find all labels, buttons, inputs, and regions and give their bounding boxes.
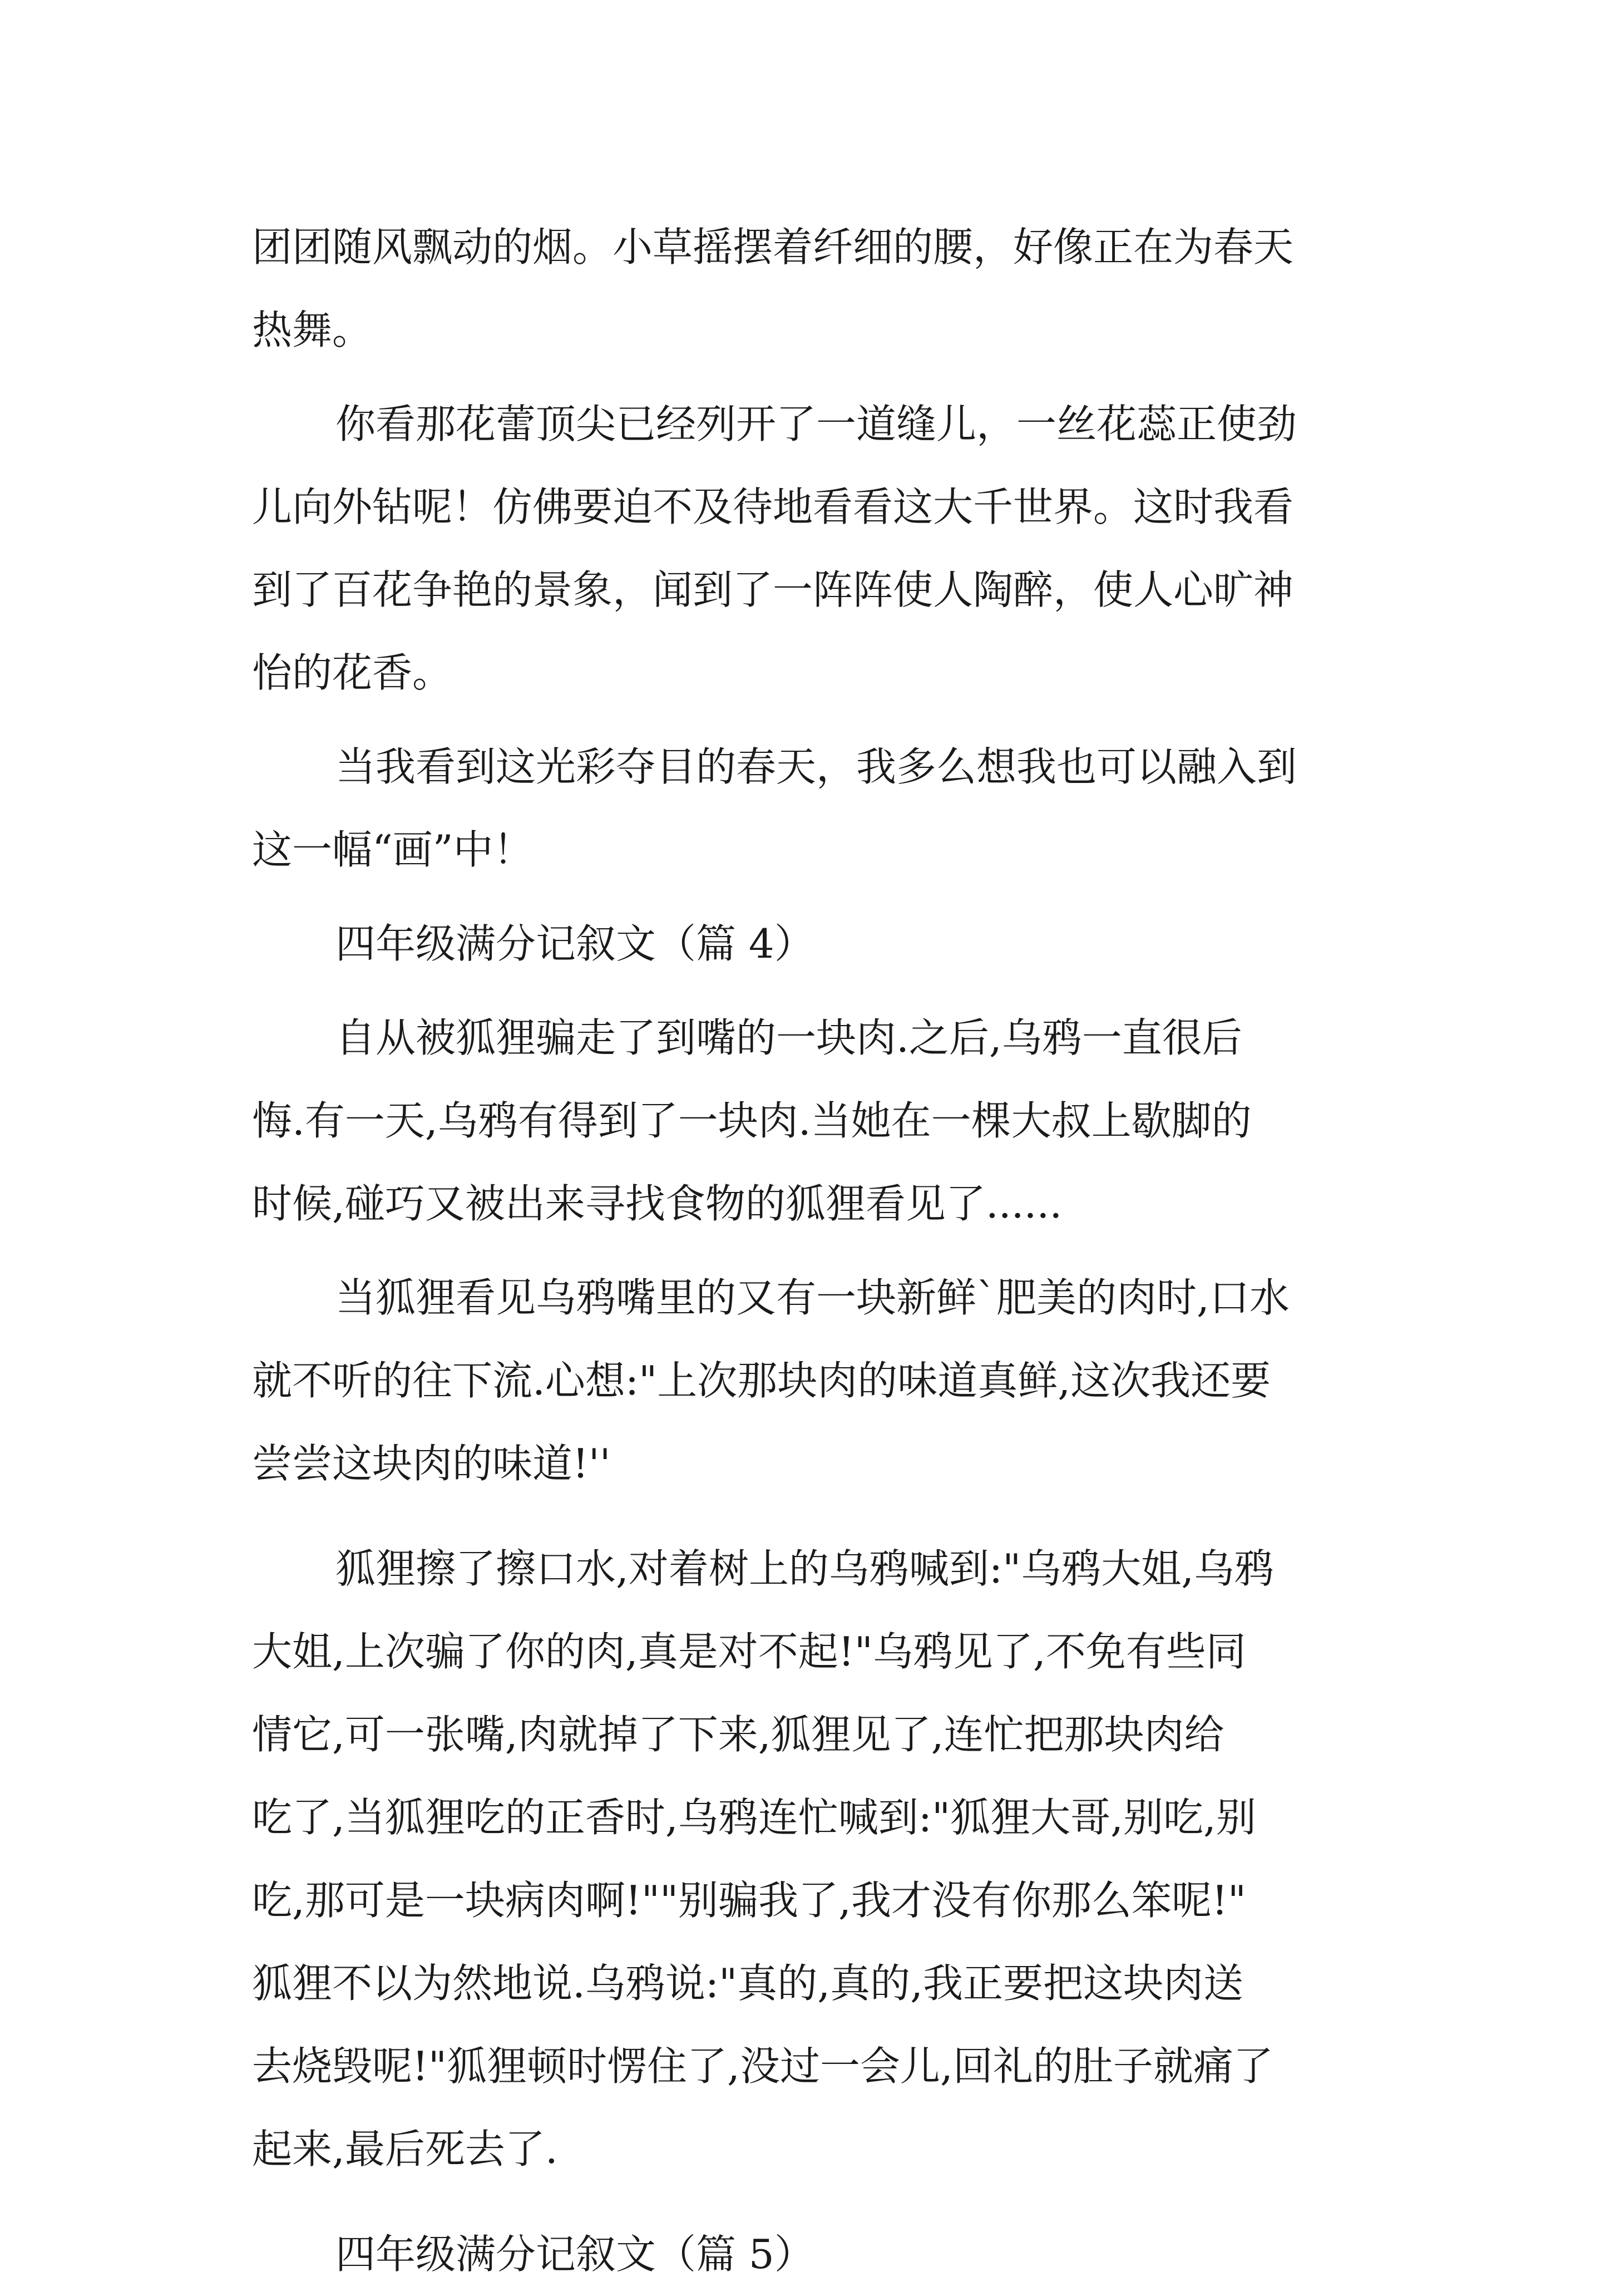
text-line: 儿向外钻呢！仿佛要迫不及待地看看这大千世界。这时我看: [252, 484, 1294, 530]
text-line: 四年级满分记叙文（篇 5）: [335, 2231, 814, 2278]
text-line: 大姐,上次骗了你的肉,真是对不起!"乌鸦见了,不免有些同: [252, 1628, 1246, 1675]
text-line: 尝尝这块肉的味道!'': [252, 1440, 611, 1487]
text-line: 吃了,当狐狸吃的正香时,乌鸦连忙喊到:"狐狸大哥,别吃,别: [252, 1794, 1256, 1841]
paragraph-spacer: [252, 2191, 1381, 2213]
paragraph-spacer: [252, 986, 1381, 997]
paragraph-spacer: [252, 1245, 1381, 1257]
text-line: 吃,那可是一块病肉啊!""别骗我了,我才没有你那么笨呢!": [252, 1877, 1246, 1924]
text-line: 狐狸不以为然地说.乌鸦说:"真的,真的,我正要把这块肉送: [252, 1960, 1244, 2007]
text-line: 怡的花香。: [252, 649, 453, 696]
text-line: 热舞。: [252, 307, 373, 353]
text-line: 就不听的往下流.心想:"上次那块肉的味道真鲜,这次我还要: [252, 1357, 1271, 1404]
paragraph-spacer: [252, 1505, 1381, 1528]
text-line: 狐狸擦了擦口水,对着树上的乌鸦喊到:"乌鸦大姐,乌鸦: [335, 1545, 1275, 1592]
text-line: 情它,可一张嘴,肉就掉了下来,狐狸见了,连忙把那块肉给: [252, 1711, 1224, 1758]
paragraph-spacer: [252, 715, 1381, 726]
text-line: 自从被狐狸骗走了到嘴的一块肉.之后,乌鸦一直很后: [335, 1014, 1242, 1061]
text-line: 起来,最后死去了.: [252, 2126, 558, 2172]
text-line: 悔.有一天,乌鸦有得到了一块肉.当她在一棵大叔上歇脚的: [252, 1097, 1252, 1144]
paragraph-spacer: [252, 891, 1381, 903]
document-body: [252, 206, 1381, 2296]
text-line: 这一幅“画”中！: [252, 826, 534, 873]
text-line: 当我看到这光彩夺目的春天，我多么想我也可以融入到: [335, 743, 1297, 790]
text-line: 你看那花蕾顶尖已经列开了一道缝儿，一丝花蕊正使劲: [335, 401, 1297, 447]
text-line: 团团随风飘动的烟。小草摇摆着纤细的腰，好像正在为春天: [252, 224, 1294, 270]
paragraph-spacer: [252, 372, 1381, 383]
text-line: 当狐狸看见乌鸦嘴里的又有一块新鲜`肥美的肉时,口水: [335, 1274, 1290, 1321]
text-line: 时候,碰巧又被出来寻找食物的狐狸看见了......: [252, 1180, 1063, 1227]
text-line: 四年级满分记叙文（篇 4）: [335, 920, 814, 967]
text-line: 到了百花争艳的景象，闻到了一阵阵使人陶醉，使人心旷神: [252, 566, 1294, 613]
text-line: 去烧毁呢!"狐狸顿时愣住了,没过一会儿,回礼的肚子就痛了: [252, 2043, 1273, 2090]
